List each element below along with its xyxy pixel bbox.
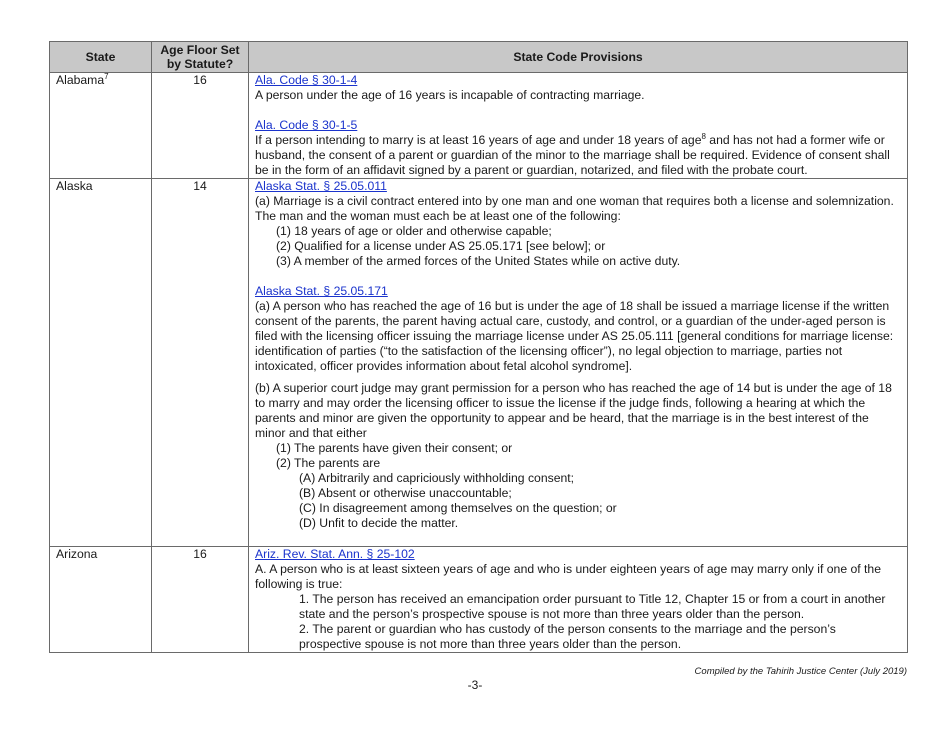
page-number: -3- [467,678,483,692]
list-item: 2. The parent or guardian who has custody of the person consents to the marriage and the person’s prospective spouse is not more than three years older than the person. [299,622,836,651]
list-item: (D) Unfit to decide the matter. [299,516,459,530]
header-state: State [50,42,152,73]
age-cell: 16 [152,73,249,179]
list-item: (1) The parents have given their consent; or [276,441,513,455]
table-row-alaska [50,179,908,547]
list-item: (1) 18 years of age or older and otherwise capable; [276,224,552,238]
provisions-cell [249,73,908,179]
table-header-row [50,42,908,73]
list-item: (C) In disagreement among themselves on the question; or [299,501,617,515]
header-provisions: State Code Provisions [249,42,908,73]
provision-text [255,133,901,178]
list-item: (A) Arbitrarily and capriciously withholding consent; [299,471,575,485]
provision-text-part: If a person intending to marry is at least 16 years of age and under 18 years of age [255,133,702,147]
header-age-floor: Age Floor Set by Statute? [152,42,249,73]
list-item: (B) Absent or otherwise unaccountable; [299,486,512,500]
age-cell: 16 [152,547,249,653]
provision-text-part: and has not had a former wife or husband, the consent of a parent or guardian of the minor to the marriage shall be required. Evidence of consent shall be in the form of an affidavit signed by a parent or guardian, notarized, and filed with the probate court. [255,133,890,177]
state-cell: Alaska [50,179,152,547]
citation-link[interactable]: Ala. Code § 30-1-5 [255,118,358,132]
table-row-alabama [50,73,908,179]
provisions-cell [249,179,908,547]
list-item: 1. The person has received an emancipation order pursuant to Title 12, Chapter 15 or from a court in another state and the person’s prospective spouse is not more than three years older than the person. [299,592,886,621]
compiled-by-credit: Compiled by the Tahirih Justice Center (July 2019) [694,666,907,677]
provisions-cell [249,547,908,653]
footnote-ref[interactable]: 7 [104,71,109,81]
citation-link[interactable]: Alaska Stat. § 25.05.171 [255,284,388,298]
state-name: Alabama [56,73,105,87]
citation-link[interactable]: Ariz. Rev. Stat. Ann. § 25-102 [255,547,415,561]
list-item: (2) The parents are [276,456,381,470]
state-cell [50,73,152,179]
provision-text: (a) A person who has reached the age of 16 but is under the age of 18 shall be issued a marriage license if the written consent of the parents, the parent having actual care, custody, and control, or a guardian of the under-aged person is filed with the licensing officer issuing the marriage license under AS 25.05.111 [general conditions for marriage license: identification of parties (“to the satisfaction of the licensing officer”), no legal objection to marriage, parties not intoxicated, officer provides information about fetal alcohol syndrome]. [255,299,894,373]
footnote-ref[interactable]: 8 [701,131,706,141]
state-law-table [49,41,908,653]
age-cell: 14 [152,179,249,547]
provision-text: (b) A superior court judge may grant permission for a person who has reached the age of 14 but is under the age of 18 to marry and may order the licensing officer to issue the license if the judge finds, following a hearing at which the parents and minor are given the opportunity to appear and be heard, that the marriage is in the best interest of the minor and that either [255,381,892,440]
provision-text: A. A person who is at least sixteen years of age and who is under eighteen years of age may marry only if one of the following is true: [255,562,881,591]
citation-link[interactable]: Alaska Stat. § 25.05.011 [255,179,387,193]
provision-text: A person under the age of 16 years is incapable of contracting marriage. [255,88,645,102]
table-row-arizona [50,547,908,653]
citation-link[interactable]: Ala. Code § 30-1-4 [255,73,358,87]
provision-text: (a) Marriage is a civil contract entered into by one man and one woman that requires both a license and solemnization. The man and the woman must each be at least one of the following: [255,194,894,223]
list-item: (3) A member of the armed forces of the United States while on active duty. [276,254,681,268]
list-item: (2) Qualified for a license under AS 25.05.171 [see below]; or [276,239,606,253]
state-cell: Arizona [50,547,152,653]
